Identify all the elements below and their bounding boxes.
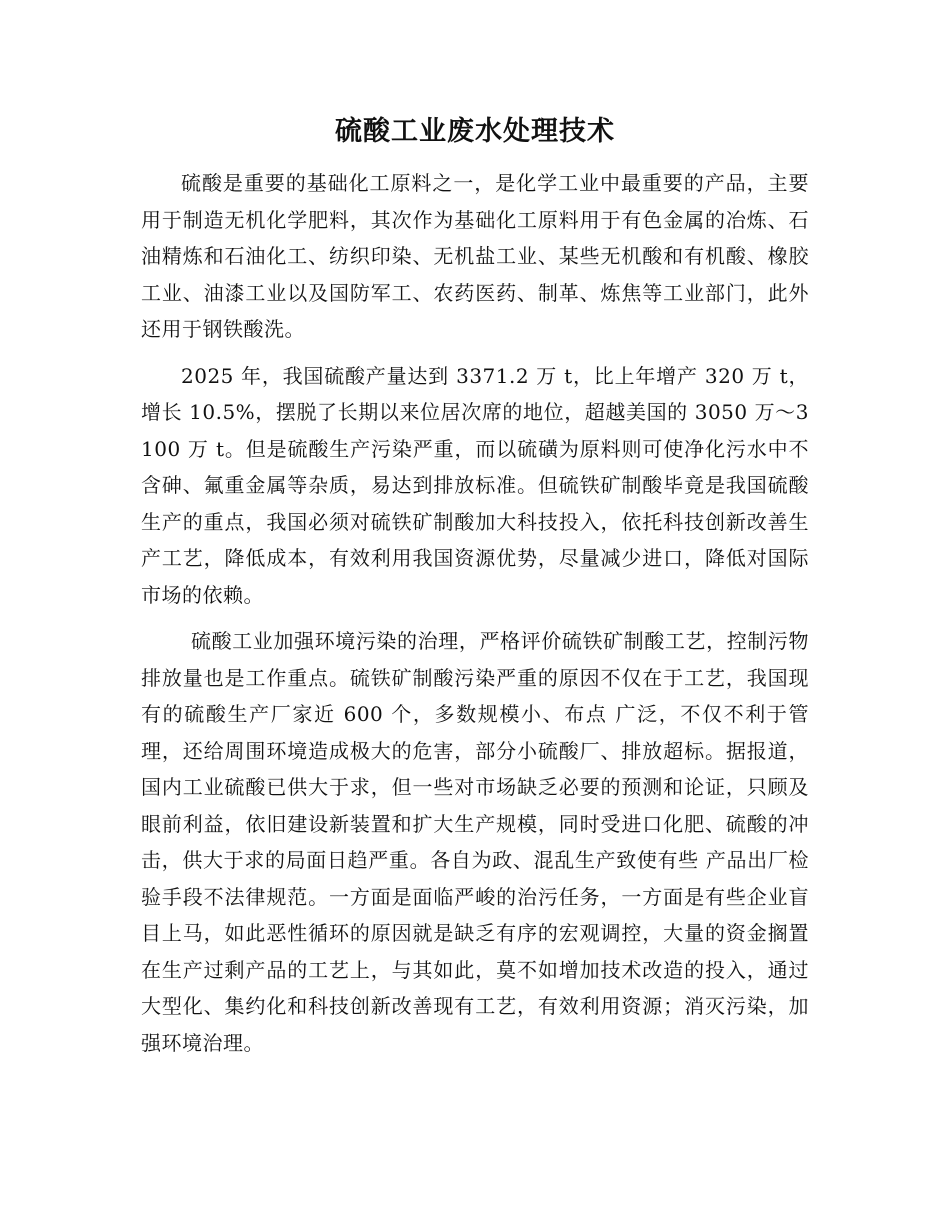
paragraph-2: 2025 年，我国硫酸产量达到 3371.2 万 t，比上年增产 320 万 t，增长 10.5%，摆脱了长期以来位居次席的地位，超越美国的 3050 万～3100 万 t。但是硫酸生产污染严重，而以硫磺为原料则可使净化污水中不含砷、氟重金属等杂质，易达到排放标准。但硫铁矿制酸毕竟是我国硫酸生产的重点，我国必须对硫铁矿制酸加大科技投入，依托科技创新改善生产工艺，降低成本，有效利用我国资源优势，尽量减少进口，降低对国际市场的依赖。 <box>141 363 809 607</box>
document-body <box>141 165 809 1061</box>
paragraph-1: 硫酸是重要的基础化工原料之一，是化学工业中最重要的产品，主要用于制造无机化学肥料，其次作为基础化工原料用于有色金属的冶炼、石油精炼和石油化工、纺织印染、无机盐工业、某些无机酸和有机酸、橡胶工业、油漆工业以及国防军工、农药医药、制革、炼焦等工业部门，此外还用于钢铁酸洗。 <box>141 171 809 341</box>
document-title: 硫酸工业废水处理技术 <box>335 116 615 147</box>
paragraph-3: 硫酸工业加强环境污染的治理，严格评价硫铁矿制酸工艺，控制污物排放量也是工作重点。硫铁矿制酸污染严重的原因不仅在于工艺，我国现有的硫酸生产厂家近 600 个，多数规模小、布点 广泛，不仅不利于管理，还给周围环境造成极大的危害，部分小硫酸厂、排放超标。据报道，国内工业硫酸已供大于求，但一些对市场缺乏必要的预测和论证，只顾及眼前利益，依旧建设新装置和扩大生产规模，同时受进口化肥、硫酸的冲击，供大于求的局面日趋严重。各自为政、混乱生产致使有些 产品出厂检验手段不法律规范。一方面是面临严峻的治污任务，一方面是有些企业盲目上马，如此恶性循环的原因就是缺乏有序的宏观调控，大量的资金搁置在生产过剩产品的工艺上，与其如此，莫不如增加技术改造的投入，通过大型化、集约化和科技创新改善现有工艺，有效利用资源；消灭污染，加强环境治理。 <box>141 629 809 1055</box>
